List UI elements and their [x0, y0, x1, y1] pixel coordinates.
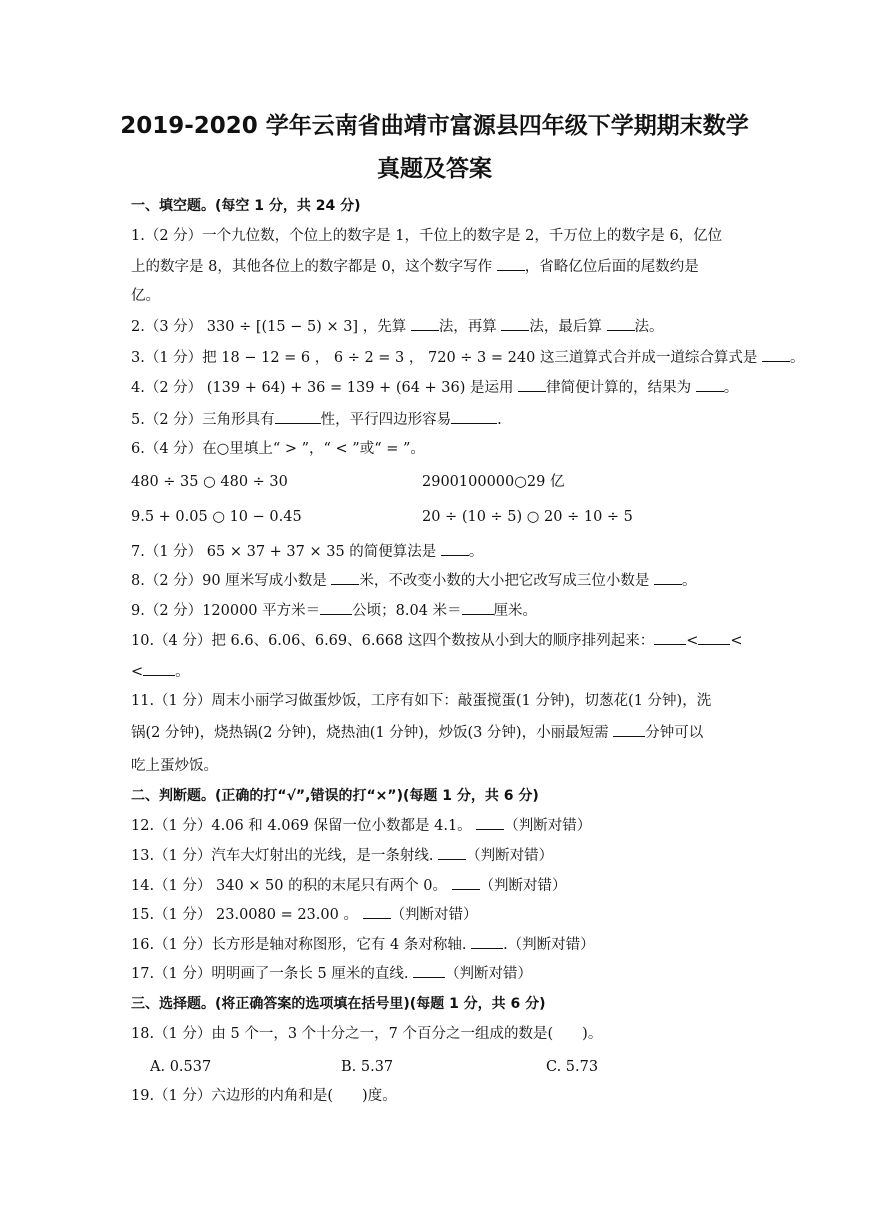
- question-3: [131, 347, 805, 368]
- question-hint: （判断对错）: [390, 907, 478, 923]
- question-13: [131, 845, 553, 866]
- question-text: 分钟可以: [645, 725, 704, 741]
- question-11-line3: 吃上蛋炒饭。: [131, 758, 218, 774]
- question-text: ，省略亿位后面的尾数约是: [524, 259, 699, 275]
- question-18-option-c[interactable]: C. 5.73: [546, 1059, 599, 1075]
- question-text: 性，平行四边形容易: [320, 412, 452, 428]
- question-text: .: [497, 412, 502, 428]
- question-text: 米，不改变小数的大小把它改写成三位小数是: [359, 573, 650, 589]
- document-title-line1: 2019-2020 学年云南省曲靖市富源县四年级下学期期末数学: [120, 113, 749, 139]
- question-text: 15.（1 分） 23.0080 = 23.00 。: [131, 907, 358, 923]
- answer-blank[interactable]: [275, 409, 321, 424]
- question-hint: （判断对错）: [504, 818, 592, 834]
- answer-blank[interactable]: [438, 845, 466, 860]
- question-hint: （判断对错）: [466, 848, 554, 864]
- question-text: 锅(2 分钟)，烧热锅(2 分钟)，烧热油(1 分钟)，炒饭(3 分钟)，小丽最短需: [131, 725, 609, 741]
- answer-blank[interactable]: [143, 661, 175, 676]
- answer-blank[interactable]: [654, 630, 686, 645]
- question-1-line3: 亿。: [131, 288, 160, 304]
- question-text: 。: [175, 664, 190, 680]
- question-text: 法。: [634, 319, 664, 335]
- question-5: [131, 409, 502, 430]
- question-text: 5.（2 分）三角形具有: [131, 412, 275, 428]
- answer-blank[interactable]: [476, 815, 504, 830]
- question-11-line1: 11.（1 分）周末小丽学习做蛋炒饭，工序有如下：敲蛋搅蛋(1 分钟)，切葱花(1 分钟)，洗: [131, 693, 712, 709]
- question-18: 18.（1 分）由 5 个一，3 个十分之一，7 个百分之一组成的数是( )。: [131, 1026, 603, 1042]
- question-9: [131, 600, 537, 621]
- question-17: [131, 963, 532, 984]
- answer-blank[interactable]: [607, 316, 635, 331]
- question-hint: （判断对错）: [445, 966, 533, 982]
- question-text: 17.（1 分）明明画了一条长 5 厘米的直线.: [131, 966, 409, 982]
- question-6-row1: [131, 472, 288, 492]
- answer-blank[interactable]: [654, 570, 682, 585]
- answer-blank[interactable]: [331, 570, 359, 585]
- question-text: 法，最后算: [529, 319, 602, 335]
- answer-blank[interactable]: [762, 347, 790, 362]
- question-text: 4.（2 分） (139 + 64) + 36 = 139 + (64 + 36) 是运用: [131, 380, 514, 396]
- question-6-row1-col2: 2900100000○29 亿: [422, 474, 565, 490]
- question-8: [131, 570, 696, 591]
- less-than-sign: <: [730, 633, 743, 649]
- less-than-sign: <: [131, 664, 144, 680]
- question-16: [131, 934, 595, 955]
- question-text: 9.（2 分）120000 平方米＝: [131, 603, 321, 619]
- question-text: 法，再算: [438, 319, 497, 335]
- section-heading-true-false: 二、判断题。(正确的打“√”,错误的打“×”)(每题 1 分，共 6 分): [131, 788, 539, 804]
- question-text: 3.（1 分）把 18 − 12 = 6 ， 6 ÷ 2 = 3 ， 720 ÷ 3 = 240 这三道算式合并成一道综合算式是: [131, 350, 758, 366]
- answer-blank[interactable]: [613, 722, 645, 737]
- question-15: [131, 904, 478, 925]
- question-1-line1: 1.（2 分）一个九位数，个位上的数字是 1，千位上的数字是 2，千万位上的数字是 6，亿位: [131, 228, 723, 244]
- question-11-line2: [131, 722, 703, 743]
- question-text: 。: [468, 544, 484, 560]
- answer-blank[interactable]: [441, 541, 469, 556]
- answer-blank[interactable]: [497, 256, 525, 271]
- answer-blank[interactable]: [696, 377, 724, 392]
- question-text: 公顷；8.04 米＝: [352, 603, 462, 619]
- answer-blank[interactable]: [518, 377, 546, 392]
- compare-expression: 480 ÷ 35 ○ 480 ÷ 30: [131, 474, 288, 490]
- question-text: 16.（1 分）长方形是轴对称图形，它有 4 条对称轴.: [131, 937, 467, 953]
- question-19: 19.（1 分）六边形的内角和是( )度。: [131, 1088, 397, 1104]
- question-text: 12.（1 分）4.06 和 4.069 保留一位小数都是 4.1。: [131, 818, 472, 834]
- question-6-row2-col2: 20 ÷ (10 ÷ 5) ○ 20 ÷ 10 ÷ 5: [422, 509, 633, 525]
- section-heading-multiple-choice: 三、选择题。(将正确答案的选项填在括号里)(每题 1 分，共 6 分): [131, 996, 546, 1012]
- question-12: [131, 815, 591, 836]
- answer-blank[interactable]: [413, 963, 445, 978]
- question-text: 。: [790, 350, 805, 366]
- question-14: [131, 875, 567, 896]
- answer-blank[interactable]: [462, 600, 494, 615]
- question-text: 13.（1 分）汽车大灯射出的光线，是一条射线.: [131, 848, 434, 864]
- answer-blank[interactable]: [452, 875, 480, 890]
- less-than-sign: <: [686, 633, 699, 649]
- answer-blank[interactable]: [501, 316, 529, 331]
- question-10-line1: [131, 630, 743, 651]
- question-18-option-b[interactable]: B. 5.37: [341, 1059, 394, 1075]
- question-text: 2.（3 分） 330 ÷ [(15 − 5) × 3] ，先算: [131, 319, 407, 335]
- question-text: 7.（1 分） 65 × 37 + 37 × 35 的简便算法是: [131, 544, 437, 560]
- question-7: [131, 541, 483, 562]
- answer-blank[interactable]: [698, 630, 730, 645]
- question-4: [131, 377, 738, 398]
- question-hint: .（判断对错）: [503, 937, 595, 953]
- question-text: 上的数字是 8，其他各位上的数字都是 0，这个数字写作: [131, 259, 493, 275]
- question-10-line2: [131, 661, 190, 682]
- question-text: 厘米。: [493, 603, 538, 619]
- question-text: 。: [681, 573, 697, 589]
- answer-blank[interactable]: [320, 600, 352, 615]
- question-2: [131, 316, 664, 337]
- answer-blank[interactable]: [363, 904, 391, 919]
- question-6: 6.（4 分）在○里填上“ > ”，“ < ”或“ = ”。: [131, 441, 425, 457]
- document-title-line2: 真题及答案: [377, 156, 492, 182]
- question-text: 8.（2 分）90 厘米写成小数是: [131, 573, 327, 589]
- question-text: 14.（1 分） 340 × 50 的积的末尾只有两个 0。: [131, 878, 447, 894]
- question-text: 10.（4 分）把 6.6、6.06、6.69、6.668 这四个数按从小到大的顺序排列起来：: [131, 633, 655, 649]
- question-hint: （判断对错）: [479, 878, 567, 894]
- question-6-row2: 9.5 + 0.05 ○ 10 − 0.45: [131, 509, 302, 525]
- section-heading-fill-in: 一、填空题。(每空 1 分，共 24 分): [131, 198, 361, 214]
- answer-blank[interactable]: [471, 934, 503, 949]
- answer-blank[interactable]: [411, 316, 439, 331]
- question-text: 律简便计算的，结果为: [546, 380, 692, 396]
- question-1-line2: [131, 256, 699, 277]
- answer-blank[interactable]: [451, 409, 497, 424]
- question-18-option-a[interactable]: A. 0.537: [150, 1059, 212, 1075]
- question-text: 。: [723, 380, 739, 396]
